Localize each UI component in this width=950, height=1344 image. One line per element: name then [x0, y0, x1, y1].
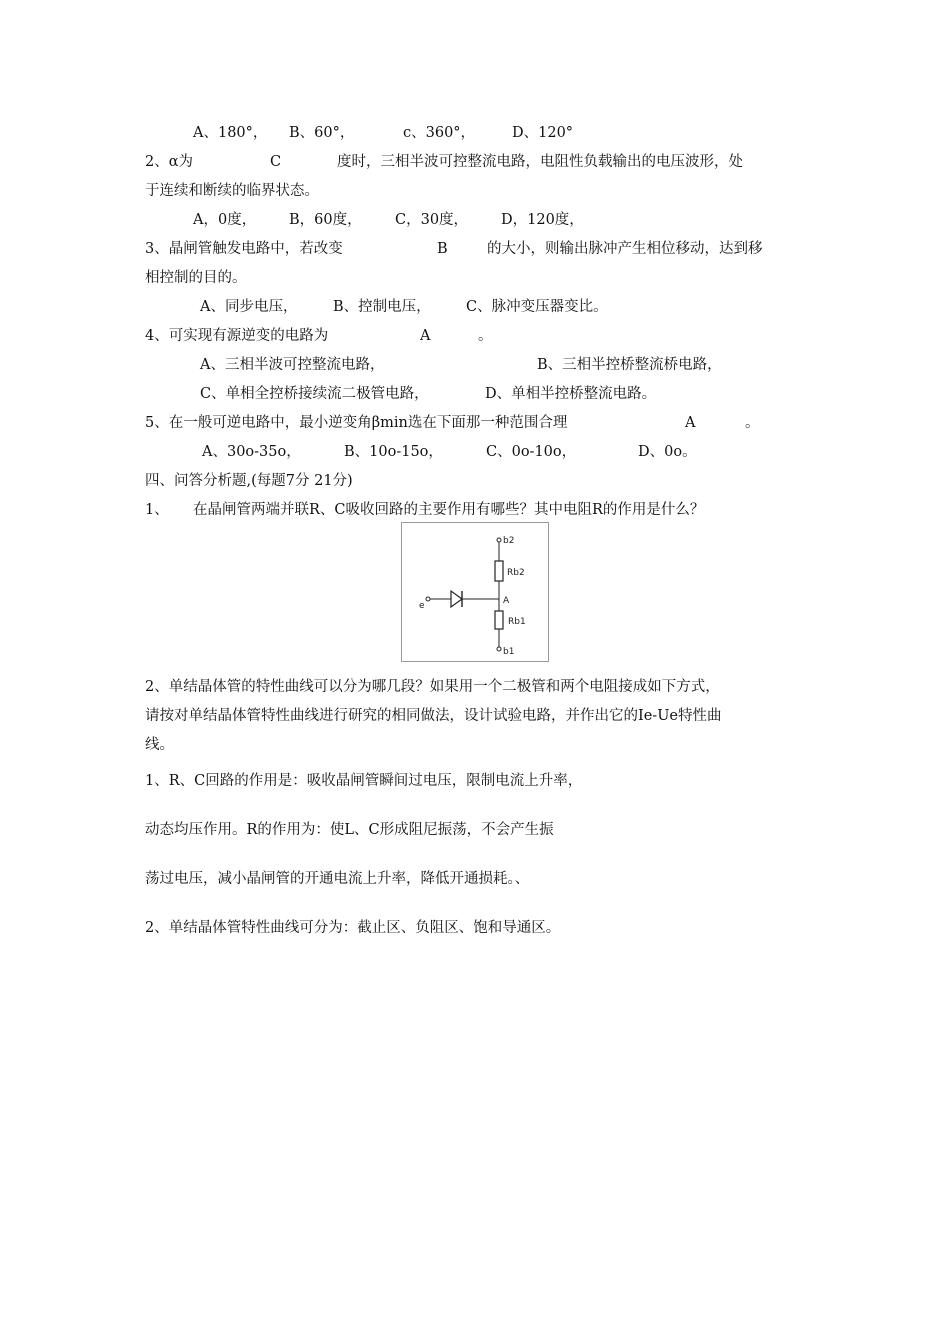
q2-cont-text: 于连续和断续的临界状态。	[145, 183, 319, 199]
q2-option-b: B，60度，	[289, 212, 362, 228]
s4-q2-line3-text: 线。	[145, 737, 174, 753]
q1-option-d: D、120°	[512, 125, 574, 141]
q4-option-a: A、三相半波可控整流电路，	[200, 357, 385, 373]
label-b1: b1	[503, 647, 515, 657]
circuit-diagram	[401, 522, 549, 662]
q3-cont-text: 相控制的目的。	[145, 270, 247, 286]
label-rb1: Rb1	[508, 617, 526, 627]
q4-answer: A	[420, 328, 431, 344]
s4-q2-line2-text: 请按对单结晶体管特性曲线进行研究的相同做法，设计试验电路，并作出它的Ie-Ue特性曲	[145, 708, 722, 724]
q3-option-a: A、同步电压，	[200, 299, 298, 315]
resistor-rb1	[495, 611, 503, 629]
answer-1-line1-text: 1、R、C回路的作用是：吸收晶闸管瞬间过电压，限制电流上升率，	[145, 773, 583, 789]
q3-answer: B	[437, 241, 448, 257]
q4-option-c: C、单相全控桥接续流二极管电路，	[200, 386, 429, 402]
q2-option-c: C，30度，	[395, 212, 469, 228]
section-4-heading-text: 四、问答分析题,(每题7分 21分)	[145, 473, 353, 489]
terminal-b1	[497, 647, 501, 651]
q5-option-d: D、0o。	[638, 444, 697, 460]
q4-option-d: D、单相半控桥整流电路。	[485, 386, 657, 402]
q4-prefix: 4、可实现有源逆变的电路为	[145, 328, 329, 344]
diode-body	[451, 591, 462, 607]
q5-prefix: 5、在一般可逆电路中，最小逆变角βmin选在下面那一种范围合理	[145, 415, 568, 431]
label-b2: b2	[503, 536, 515, 546]
q2-rest: 度时，三相半波可控整流电路，电阻性负载输出的电压波形，处	[337, 154, 743, 170]
label-rb2: Rb2	[507, 568, 525, 578]
answer-1-line3-text: 荡过电压，减小晶闸管的开通电流上升率，降低开通损耗。、	[145, 871, 530, 887]
answer-2-line1-text: 2、单结晶体管特性曲线可分为：截止区、负阻区、饱和导通区。	[145, 920, 561, 936]
q4-option-b: B、三相半控桥整流桥电路，	[537, 357, 722, 373]
q3-prefix: 3、晶闸管触发电路中，若改变	[145, 241, 343, 257]
q5-option-b: B、10o-15o，	[344, 444, 443, 460]
q3-option-b: B、控制电压，	[333, 299, 431, 315]
resistor-rb2	[495, 561, 503, 581]
q1-option-a: A、180°，	[193, 125, 268, 141]
q4-end: 。	[478, 328, 493, 344]
q2-option-a: A，0度，	[193, 212, 257, 228]
answer-1-line2-text: 动态均压作用。R的作用为：使L、C形成阻尼振荡，不会产生振	[145, 822, 554, 838]
q5-end: 。	[745, 415, 760, 431]
q1-option-b: B、60°，	[289, 125, 355, 141]
q5-answer: A	[685, 415, 696, 431]
terminal-e	[426, 597, 430, 601]
s4-q1-text: 在晶闸管两端并联R、C吸收回路的主要作用有哪些？其中电阻R的作用是什么？	[193, 502, 705, 518]
q1-option-c: c、360°，	[403, 125, 476, 141]
q3-option-c: C、脉冲变压器变比。	[466, 299, 608, 315]
q5-option-a: A、30o-35o，	[202, 444, 301, 460]
q5-option-c: C、0o-10o，	[486, 444, 577, 460]
label-a: A	[503, 596, 510, 606]
s4-q1-number: 1、	[145, 502, 169, 518]
q2-option-d: D，120度，	[501, 212, 584, 228]
q2-answer: C	[270, 154, 282, 170]
circuit-svg	[402, 523, 550, 663]
s4-q2-line1-text: 2、单结晶体管的特性曲线可以分为哪几段？如果用一个二极管和两个电阻接成如下方式，	[145, 679, 720, 695]
q2-prefix: 2、α为	[145, 154, 194, 170]
terminal-b2	[497, 538, 501, 542]
label-e: e	[419, 601, 425, 611]
q3-rest: 的大小，则输出脉冲产生相位移动，达到移	[487, 241, 763, 257]
